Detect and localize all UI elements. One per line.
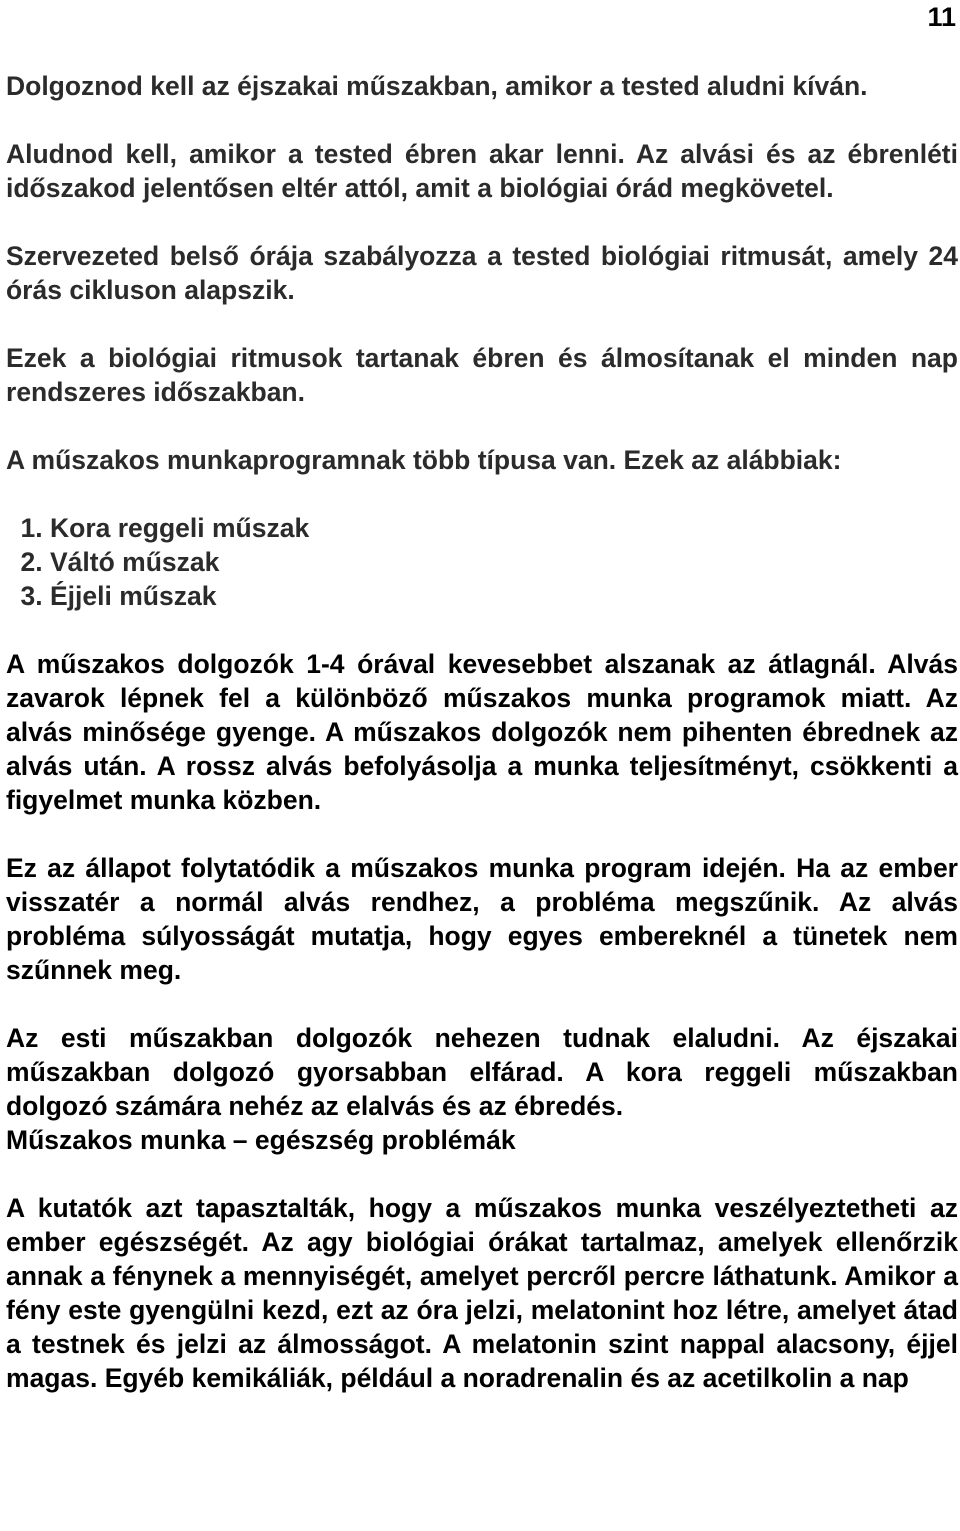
paragraph-internal-clock: Szervezeted belső órája szabályozza a tested biológiai ritmusát, amely 24 órás cikluson alapszik. <box>6 241 958 305</box>
paragraph-sleep-loss: A műszakos dolgozók 1-4 órával kevesebbet alszanak az átlagnál. Alvás zavarok lépnek fel a különböző műszakos munka programok miatt. Az alvás minősége gyenge. A műszakos dolgozók nem pihenten ébrednek az alvás után. A rossz alvás befolyásolja a munka teljesítményt, csökkenti a figyelmet munka közben. <box>6 649 958 815</box>
shift-types-list <box>6 511 958 613</box>
list-item: 1. Kora reggeli műszak <box>50 511 958 545</box>
paragraph-research: A kutatók azt tapasztalták, hogy a műszakos munka veszélyeztetheti az ember egészségét. Az agy biológiai órákat tartalmaz, amelyek ellenőrzik annak a fénynek a mennyiségét, amelyet percről percre láthatunk. Amikor a fény este gyengülni kezd, ezt az óra jelzi, melatonint hoz létre, amelyet átad a testnek és jelzi az álmosságot. A melatonin szint nappal alacsony, éjjel magas. Egyéb kemikáliák, például a noradrenalin és az acetilkolin a nap <box>6 1193 958 1393</box>
list-item: 2. Váltó műszak <box>50 545 958 579</box>
paragraph-biological-rhythms: Ezek a biológiai ritmusok tartanak ébren és álmosítanak el minden nap rendszeres időszakban. <box>6 343 958 407</box>
paragraph-night-shift: Dolgoznod kell az éjszakai műszakban, amikor a tested aludni kíván. <box>6 71 868 101</box>
list-item: 3. Éjjeli műszak <box>50 579 958 613</box>
paragraph-shift-types-intro: A műszakos munkaprogramnak több típusa van. Ezek az alábbiak: <box>6 445 842 475</box>
page-number: 11 <box>927 2 956 32</box>
paragraph-condition-continues: Ez az állapot folytatódik a műszakos munka program idején. Ha az ember visszatér a normál alvás rendhez, a probléma megszűnik. Az alvás probléma súlyosságát mutatja, hogy egyes embereknél a tünetek nem szűnnek meg. <box>6 853 958 985</box>
section-heading: Műszakos munka – egészség problémák <box>6 1125 516 1155</box>
paragraph-evening-shift: Az esti műszakban dolgozók nehezen tudnak elaludni. Az éjszakai műszakban dolgozó gyorsabban elfárad. A kora reggeli műszakban dolgozó számára nehéz az elalvás és az ébredés. <box>6 1023 958 1121</box>
paragraph-sleep-time: Aludnod kell, amikor a tested ébren akar lenni. Az alvási és az ébrenléti időszakod jelentősen eltér attól, amit a biológiai órád megkövetel. <box>6 139 958 203</box>
page-content <box>6 69 958 1395</box>
